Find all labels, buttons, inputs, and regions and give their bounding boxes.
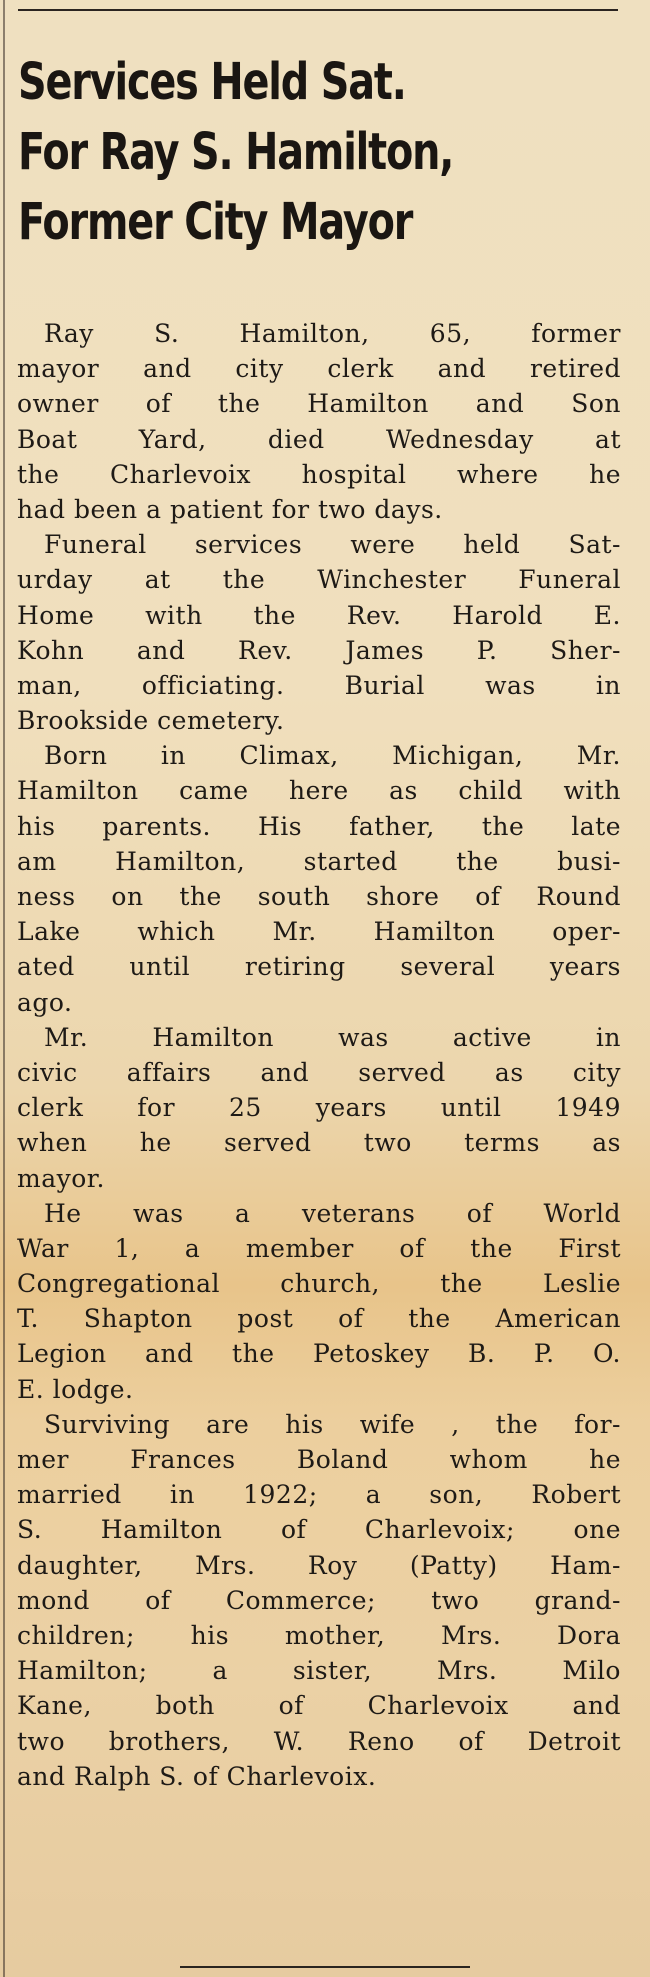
text-line: ated until retiring several years [17, 952, 621, 982]
text-line: two brothers, W. Reno of Detroit [17, 1726, 621, 1756]
text-line: He was a veterans of World [44, 1198, 621, 1228]
text-line: and Ralph S. of Charlevoix. [17, 1761, 377, 1791]
text-line: Kane, both of Charlevoix and [17, 1691, 621, 1721]
text-line: his parents. His father, the late [17, 811, 621, 841]
text-line: married in 1922; a son, Robert [17, 1480, 621, 1510]
headline-line: Former City Mayor [18, 193, 413, 252]
text-line: mayor. [17, 1163, 105, 1193]
headline [18, 48, 495, 258]
text-line: mayor and city clerk and retired [17, 354, 621, 384]
text-line: Born in Climax, Michigan, Mr. [44, 741, 621, 771]
text-line: man, officiating. Burial was in [17, 670, 621, 700]
article-paragraph [17, 738, 621, 1020]
bottom-rule [180, 1966, 470, 1968]
text-line: clerk for 25 years until 1949 [17, 1093, 621, 1123]
text-line: Mr. Hamilton was active in [44, 1022, 621, 1052]
top-rule [18, 9, 618, 11]
clipping-left-edge [3, 0, 5, 1977]
text-line: the Charlevoix hospital where he [17, 459, 621, 489]
text-line: Surviving are his wife , the for- [44, 1409, 621, 1439]
text-line: owner of the Hamilton and Son [17, 389, 621, 419]
text-line: urday at the Winchester Funeral [17, 565, 621, 595]
text-line: when he served two terms as [17, 1128, 621, 1158]
text-line: mer Frances Boland whom he [17, 1445, 621, 1474]
text-line: Boat Yard, died Wednesday at [17, 424, 621, 454]
text-line: Kohn and Rev. James P. Sher- [17, 635, 621, 665]
text-line: S. Hamilton of Charlevoix; one [17, 1515, 621, 1545]
text-line: had been a patient for two days. [17, 494, 443, 524]
article-paragraph [17, 527, 621, 738]
text-line: Brookside cemetery. [17, 706, 285, 736]
text-line: mond of Commerce; two grand- [17, 1585, 621, 1615]
text-line: Congregational church, the Leslie [17, 1269, 621, 1299]
text-line: Hamilton came here as child with [17, 776, 621, 806]
article-paragraph [17, 316, 621, 527]
text-line: Home with the Rev. Harold E. [17, 600, 621, 630]
text-line: Legion and the Petoskey B. P. O. [17, 1339, 621, 1369]
text-line: civic affairs and served as city [17, 1057, 621, 1087]
text-line: Lake which Mr. Hamilton oper- [17, 917, 621, 947]
text-line: ago. [17, 987, 73, 1017]
text-line: ness on the south shore of Round [17, 882, 621, 911]
text-line: E. lodge. [17, 1374, 134, 1404]
text-line: T. Shapton post of the American [17, 1304, 621, 1334]
headline-line: Services Held Sat. [18, 53, 406, 112]
text-line: Hamilton; a sister, Mrs. Milo [17, 1656, 621, 1686]
text-line: Ray S. Hamilton, 65, former [44, 319, 621, 348]
headline-line: For Ray S. Hamilton, [18, 123, 454, 182]
article-body [17, 316, 621, 1794]
text-line: War 1, a member of the First [17, 1233, 621, 1263]
text-line: am Hamilton, started the busi- [17, 846, 621, 876]
text-line: Funeral services were held Sat- [44, 530, 621, 560]
article-paragraph [17, 1407, 621, 1794]
text-line: children; his mother, Mrs. Dora [17, 1620, 621, 1650]
article-paragraph [17, 1196, 621, 1407]
text-line: daughter, Mrs. Roy (Patty) Ham- [17, 1550, 621, 1580]
article-paragraph [17, 1020, 621, 1196]
